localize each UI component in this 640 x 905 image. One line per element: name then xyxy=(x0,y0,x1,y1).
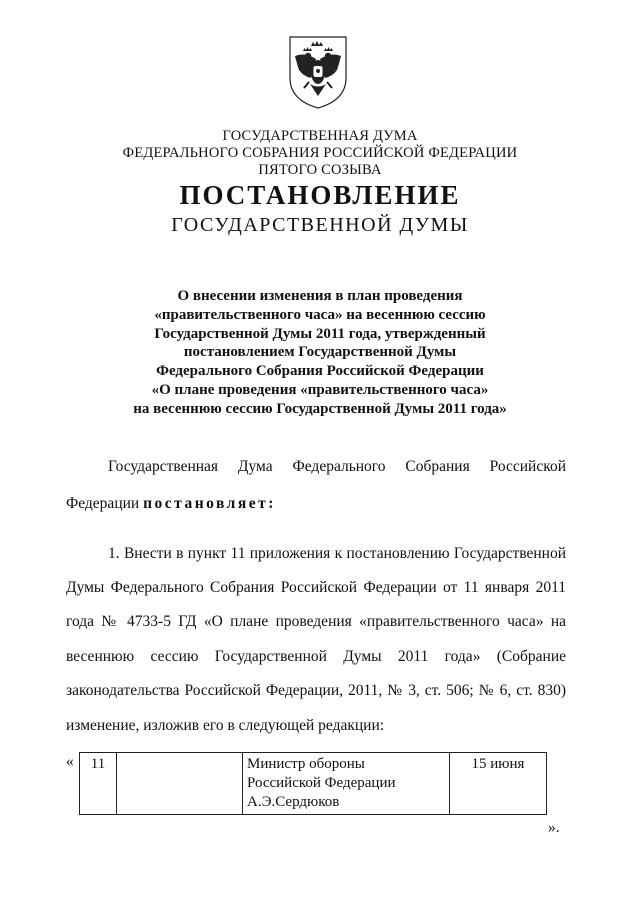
operative-verb: постановляет: xyxy=(143,495,276,512)
org-line-3: ПЯТОГО СОЗЫВА xyxy=(258,162,382,178)
minister-line: Министр обороны xyxy=(247,756,365,772)
closing-quote: ». xyxy=(548,819,560,836)
subject-line: «О плане проведения «правительственного часа» xyxy=(151,381,489,398)
amendment-table xyxy=(79,752,547,815)
minister-line: А.Э.Сердюков xyxy=(247,794,340,810)
minister-line: Российской Федерации xyxy=(247,775,396,791)
topic-cell xyxy=(117,753,243,815)
subject-line: Государственной Думы 2011 года, утвержденный xyxy=(154,325,486,342)
minister-cell xyxy=(243,753,450,815)
org-line-2: ФЕДЕРАЛЬНОГО СОБРАНИЯ РОССИЙСКОЙ ФЕДЕРАЦИИ xyxy=(122,145,518,161)
table-row xyxy=(80,753,547,815)
date-cell: 15 июня xyxy=(450,753,547,815)
subject-line: «правительственного часа» на весеннюю сессию xyxy=(154,306,486,323)
subject-line: постановлением Государственной Думы xyxy=(183,344,457,361)
org-line-1: ГОСУДАРСТВЕННАЯ ДУМА xyxy=(222,128,418,144)
item-line: 1. Внести в пункт 11 приложения к постановлению Государственной xyxy=(108,545,566,562)
document-type-subtitle: ГОСУДАРСТВЕННОЙ ДУМЫ xyxy=(171,214,469,236)
preamble-line xyxy=(66,495,566,513)
preamble-prefix: Федерации xyxy=(66,495,144,512)
item-line: весеннюю сессию Государственной Думы 2011 года» (Собрание xyxy=(66,648,566,665)
row-number-cell: 11 xyxy=(80,753,117,815)
item-line: законодательства Российской Федерации, 2011, № 3, ст. 506; № 6, ст. 830) xyxy=(66,682,566,699)
item-line: Думы Федерального Собрания Российской Федерации от 11 января 2011 xyxy=(66,579,566,596)
preamble-line: Государственная Дума Федерального Собрания Российской xyxy=(108,458,566,475)
subject-line: О внесении изменения в план проведения xyxy=(177,288,463,304)
opening-quote: « xyxy=(66,753,74,770)
item-line: изменение, изложив его в следующей редакции: xyxy=(66,717,385,734)
item-line: года № 4733-5 ГД «О плане проведения «правительственного часа» на xyxy=(66,613,566,630)
subject-line: Федерального Собрания Российской Федерации xyxy=(156,363,484,380)
subject-line: на весеннюю сессию Государственной Думы 2011 года» xyxy=(133,400,507,417)
coat-of-arms-icon xyxy=(287,34,349,110)
resolution-subject xyxy=(0,287,640,419)
document-type-title: ПОСТАНОВЛЕНИЕ xyxy=(179,180,461,210)
